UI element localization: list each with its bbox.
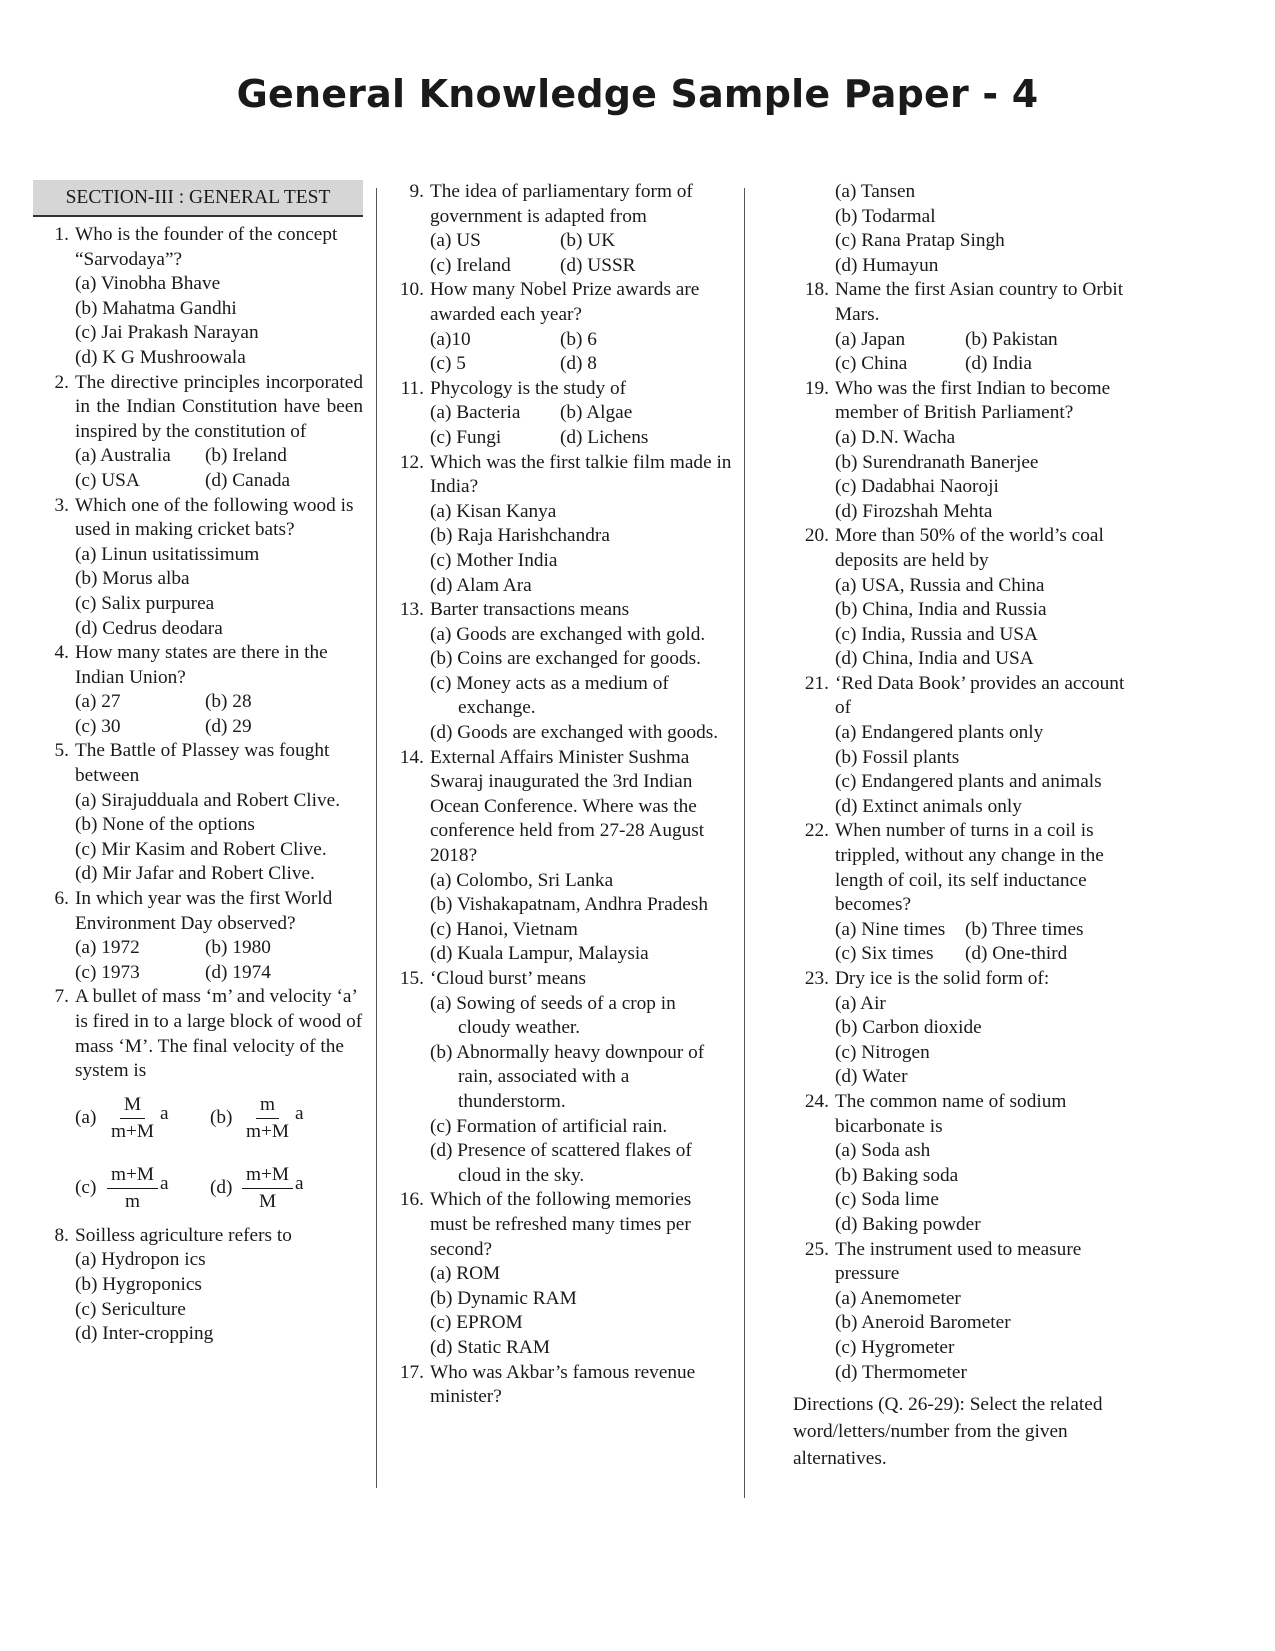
question-11 [388,377,733,451]
option: (b) China, India and Russia [835,599,1047,621]
option: (d) Goods are exchanged with goods. [430,722,719,744]
option: (c) India, Russia and USA [835,623,1038,645]
option: (c) Jai Prakash Narayan [75,322,259,344]
column-divider [376,188,377,1488]
option: (a) Nine times [835,918,946,940]
question-19 [793,377,1143,525]
question-number: 14. [399,746,424,768]
option: (c) USA [75,469,140,491]
option: (b) Pakistan [965,328,1058,350]
option: (c) 1973 [75,961,140,983]
option: (b) $\frac{m}{m+M}$ a [210,1094,304,1143]
question-10 [388,278,733,376]
column-2 [388,180,733,1410]
option: (b) Three times [965,918,1084,940]
question-number: 13. [399,599,424,621]
option: (c) Soda lime [835,1189,939,1211]
option: (a) Sirajudduala and Robert Clive. [75,789,341,811]
question-text: Who was the first Indian to become member of British Parliament? [835,377,1111,424]
question-text: Which was the first talkie film made in India? [430,451,732,498]
option: (d) China, India and USA [835,648,1034,670]
option: (b) Ireland [205,445,287,467]
page-title: General Knowledge Sample Paper - 4 [236,72,1039,116]
question-text: The instrument used to measure pressure [835,1238,1082,1285]
option: (c) Six times [835,943,934,965]
option: (d) Mir Jafar and Robert Clive. [75,863,315,885]
option: (a) Vinobha Bhave [75,273,221,295]
option: (c) China [835,353,908,375]
option: (d) Alam Ara [430,574,532,596]
option: (b) Raja Harishchandra [430,525,610,547]
option: (b) Mahatma Gandhi [75,297,237,319]
option: (b) Coins are exchanged for goods. [430,648,701,670]
option: (c) 30 [75,715,121,737]
option: (a) Australia [75,445,171,467]
option: (a) US [430,230,481,252]
question-20 [793,524,1143,672]
option: (d) One-third [965,943,1068,965]
question-number: 10. [399,279,424,301]
question-number: 9. [409,181,424,202]
question-text: The directive principles incorporated in the Indian Constitution have been inspired by the constitution of [75,371,363,442]
option: (c) $\frac{m+M}{m}$ a [75,1164,169,1213]
question-number: 22. [804,820,829,842]
option: (c) Formation of artificial rain. [430,1115,668,1137]
question-text: Phycology is the study of [430,377,627,399]
option: (b) 6 [560,328,597,350]
option: (a)10 [430,328,471,350]
option: (a) Air [835,992,886,1014]
question-number: 5. [54,740,69,762]
column-3 [793,180,1143,1472]
option: (b) Todarmal [835,205,936,227]
option: (c) Rana Pratap Singh [835,230,1005,252]
question-3 [33,494,363,642]
column-1 [33,180,363,1347]
question-1 [33,223,363,371]
question-text: When number of turns in a coil is trippled, without any change in the length of coil, its self inductance becomes? [835,820,1104,916]
question-6 [33,887,363,985]
question-4 [33,641,363,739]
question-text: The idea of parliamentary form of government is adapted from [430,181,693,227]
option: (d) Extinct animals only [835,795,1022,817]
option: (a) Soda ash [835,1140,931,1162]
directions-text: Directions (Q. 26-29): Select the related word/letters/number from the given alternatives. [793,1394,1103,1470]
question-number: 20. [804,525,829,547]
option: (d) India [965,353,1032,375]
option: (d) Water [835,1066,908,1088]
option: (a) Goods are exchanged with gold. [430,623,706,645]
option: (c) EPROM [430,1312,523,1334]
option: (c) Mir Kasim and Robert Clive. [75,838,327,860]
option: (a) Tansen [835,181,916,202]
question-text: Barter transactions means [430,599,630,621]
question-number: 6. [54,888,69,910]
option: (b) Dynamic RAM [430,1287,577,1309]
question-text: Which one of the following wood is used in making cricket bats? [75,494,354,541]
question-2 [33,371,363,494]
option: (b) 28 [205,691,252,713]
question-17 [388,1361,733,1410]
option: (b) Surendranath Banerjee [835,451,1039,473]
option: (b) Vishakapatnam, Andhra Pradesh [430,894,708,916]
option: (a) Hydropon ics [75,1249,206,1271]
option: (a) Sowing of seeds of a crop in cloudy weather. [430,992,676,1039]
question-text: A bullet of mass ‘m’ and velocity ‘a’ is fired in to a large block of wood of mass ‘M’. The final velocity of the system is [75,986,363,1082]
option: (c) Dadabhai Naoroji [835,476,999,498]
question-25 [793,1238,1143,1386]
option: (c) Sericulture [75,1298,186,1320]
question-24 [793,1090,1143,1238]
question-text: Dry ice is the solid form of: [835,968,1050,989]
question-22 [793,819,1143,967]
option: (c) Hygrometer [835,1336,955,1358]
option: (c) Ireland [430,254,511,276]
option: (d) Inter-cropping [75,1323,214,1345]
question-17-options [793,180,1143,278]
option: (d) 8 [560,353,597,375]
question-number: 7. [54,986,69,1008]
option: (d) 1974 [205,961,271,983]
option: (a) D.N. Wacha [835,426,956,448]
question-18 [793,278,1143,376]
option: (a) $\frac{M}{m+M}$ a [75,1094,169,1143]
section-header: SECTION-III : GENERAL TEST [33,180,363,217]
question-number: 12. [399,451,424,473]
option: (b) Aneroid Barometer [835,1312,1011,1334]
option: (d) Lichens [560,426,649,448]
question-number: 23. [804,968,829,989]
question-text: Name the first Asian country to Orbit Mars. [835,279,1124,325]
question-number: 8. [54,1224,69,1246]
question-8 [33,1224,363,1347]
question-number: 16. [399,1189,424,1211]
option: (c) Fungi [430,426,502,448]
question-text: The Battle of Plassey was fought between [75,740,330,787]
option: (a) Bacteria [430,402,521,424]
question-text: How many states are there in the Indian Union? [75,642,328,688]
question-number: 18. [804,279,829,301]
question-text: External Affairs Minister Sushma Swaraj inaugurated the 3rd Indian Ocean Conference. Where was the conference held from 27-28 August 2018? [430,746,705,867]
option: (b) Fossil plants [835,746,960,768]
question-text: More than 50% of the world’s coal deposits are held by [835,525,1104,571]
option: (c) Money acts as a medium of exchange. [430,672,669,719]
question-number: 19. [804,377,829,399]
option: (d) $\frac{m+M}{M}$ a [210,1164,304,1213]
question-number: 25. [804,1238,829,1260]
question-14 [388,746,733,967]
column-divider [744,188,745,1498]
question-text: The common name of sodium bicarbonate is [835,1090,1067,1137]
question-text: Which of the following memories must be refreshed many times per second? [430,1189,692,1260]
question-number: 3. [54,494,69,516]
question-16 [388,1188,733,1360]
option: (a) USA, Russia and China [835,574,1045,596]
question-text: In which year was the first World Environment Day observed? [75,888,333,934]
option: (a) Endangered plants only [835,722,1044,744]
option: (a) ROM [430,1263,501,1285]
option: (d) Canada [205,469,291,491]
option: (a) 27 [75,691,121,713]
option: (d) Humayun [835,254,939,276]
question-23 [793,967,1143,1090]
option: (d) Static RAM [430,1336,550,1358]
question-15 [388,967,733,1188]
option: (d) K G Mushroowala [75,346,246,368]
option: (b) Hygroponics [75,1273,202,1295]
option: (c) Nitrogen [835,1041,930,1063]
question-number: 11. [400,377,424,399]
option: (c) Mother India [430,549,558,571]
option: (c) Endangered plants and animals [835,771,1102,793]
option: (c) Hanoi, Vietnam [430,918,578,940]
question-number: 2. [54,371,69,393]
question-text: Soilless agriculture refers to [75,1224,292,1246]
question-5 [33,739,363,887]
question-text: Who was Akbar’s famous revenue minister? [430,1361,696,1408]
option: (a) Linun usitatissimum [75,543,260,565]
option: (a) Colombo, Sri Lanka [430,869,614,891]
option: (a) Anemometer [835,1287,961,1309]
question-7 [33,985,363,1223]
option: (b) Carbon dioxide [835,1017,982,1039]
option: (a) Japan [835,328,906,350]
option: (b) Algae [560,402,633,424]
option: (d) 29 [205,715,252,737]
option: (c) 5 [430,353,466,375]
option: (b) 1980 [205,937,271,959]
question-12 [388,451,733,599]
option: (b) UK [560,230,616,252]
question-text: ‘Red Data Book’ provides an account of [835,672,1125,719]
option: (b) Morus alba [75,568,190,590]
question-text: How many Nobel Prize awards are awarded each year? [430,279,700,325]
question-21 [793,672,1143,820]
question-number: 4. [54,642,69,664]
option: (d) USSR [560,254,636,276]
option: (c) Salix purpurea [75,592,215,614]
option: (d) Presence of scattered flakes of cloud in the sky. [430,1140,692,1186]
question-text: ‘Cloud burst’ means [430,968,587,989]
option: (b) Abnormally heavy downpour of rain, associated with a thunderstorm. [430,1041,705,1112]
question-number: 21. [804,672,829,694]
option: (d) Kuala Lampur, Malaysia [430,943,649,965]
option: (b) None of the options [75,814,255,836]
question-number: 15. [399,968,424,989]
option: (a) Kisan Kanya [430,500,557,522]
option: (d) Thermometer [835,1361,967,1383]
question-13 [388,598,733,746]
question-number: 24. [804,1090,829,1112]
option: (a) 1972 [75,937,140,959]
question-text: Who is the founder of the concept “Sarvodaya”? [75,224,338,270]
option: (d) Cedrus deodara [75,617,223,639]
question-9 [388,180,733,278]
option: (d) Firozshah Mehta [835,500,993,522]
option: (d) Baking powder [835,1213,981,1235]
option: (b) Baking soda [835,1164,959,1186]
question-number: 1. [54,224,69,245]
question-number: 17. [399,1361,424,1383]
